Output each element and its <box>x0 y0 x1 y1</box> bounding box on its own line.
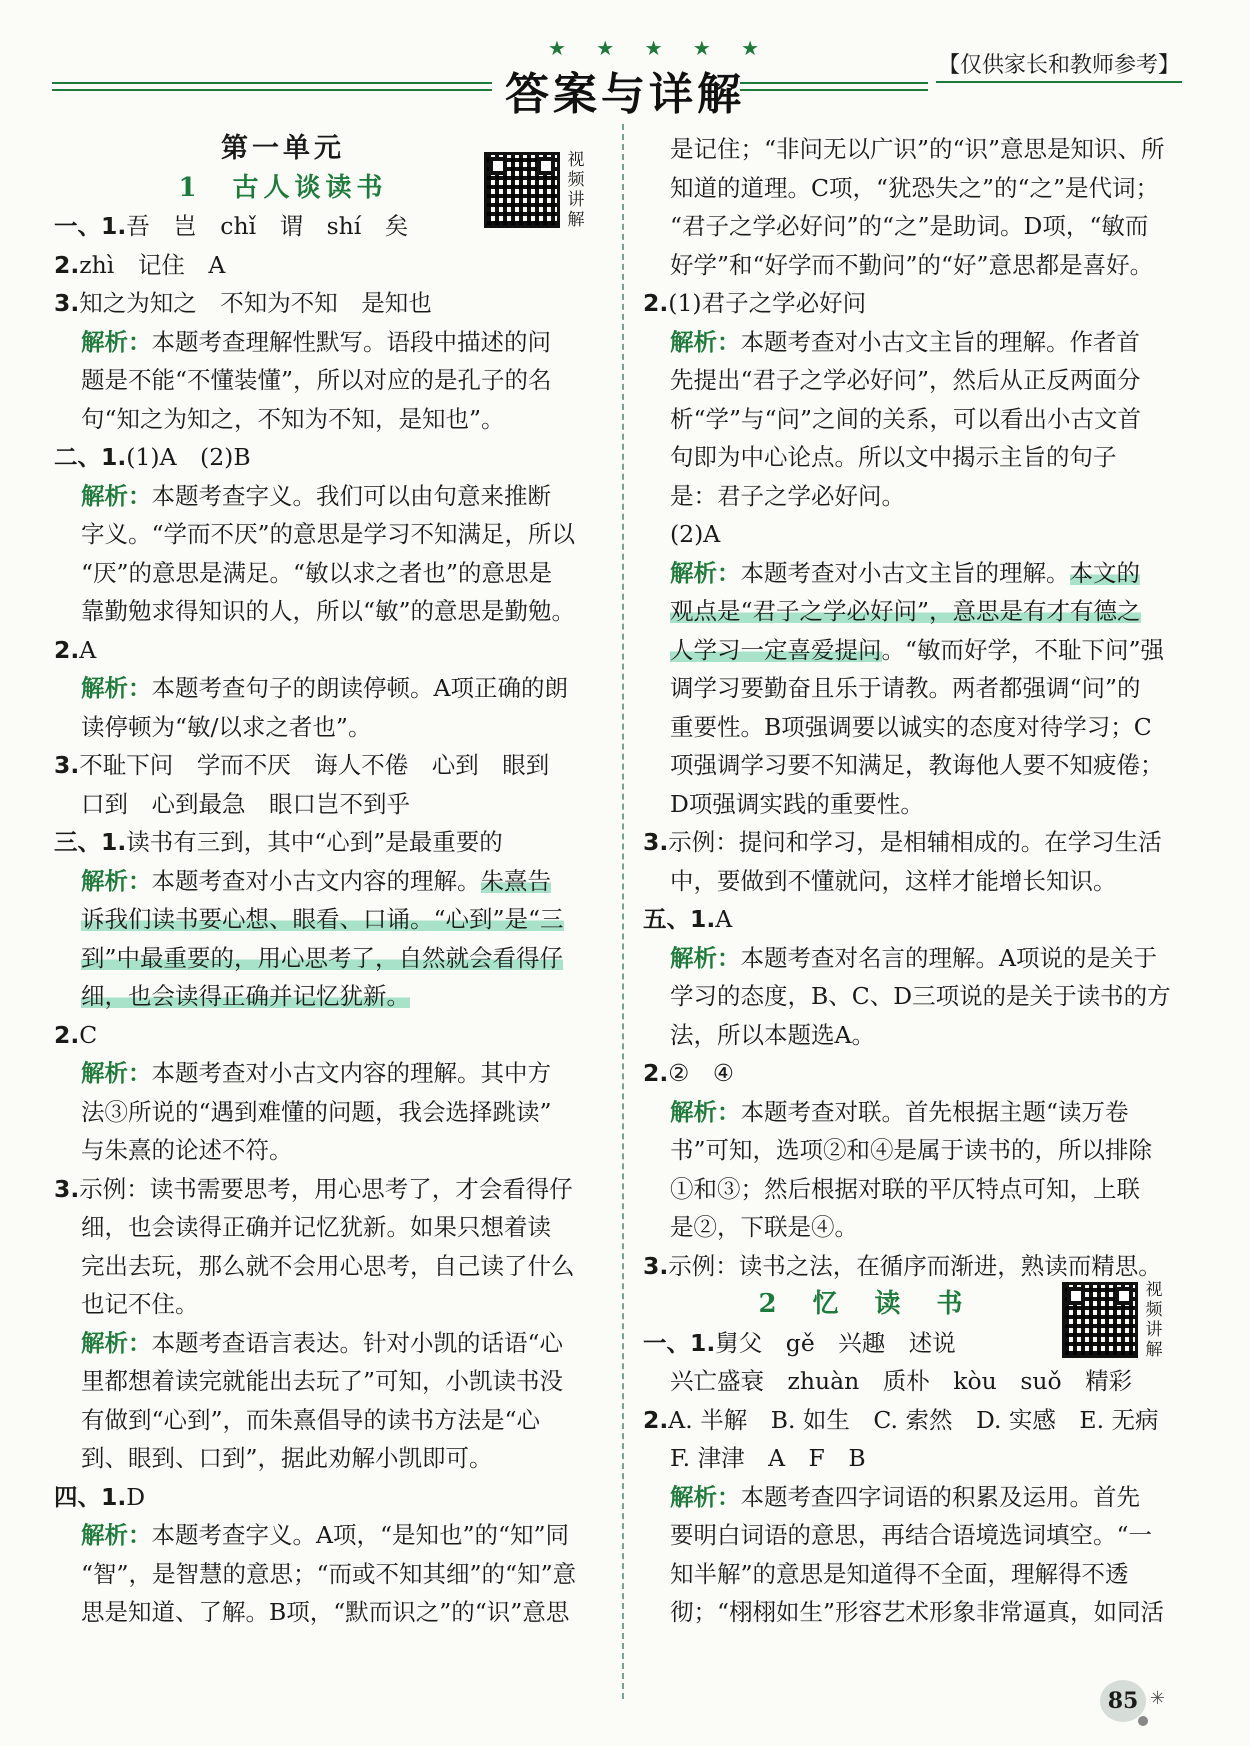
analysis-label: 解析： <box>81 866 152 895</box>
analysis-text: 本题考查字义。我们可以由句意来推断 <box>151 481 551 510</box>
qr-code-icon[interactable] <box>1062 1282 1138 1358</box>
line-text: 知道的道理。C项，“犹恐失之”的“之”是代词； <box>670 173 1160 202</box>
line-text: 里都想着读完就能出去玩了”可知，小凯读书没 <box>81 1367 564 1395</box>
analysis-label: 解析： <box>81 1059 152 1087</box>
question-number: 2. <box>54 250 80 279</box>
line-text: 项强调学习要不知满足，教诲他人要不知疲倦； <box>670 751 1164 779</box>
line-text: 法，所以本题选A。 <box>670 1020 875 1049</box>
question-number: 二、1. <box>54 443 127 471</box>
answer-text: A. 半解 B. 如生 C. 索然 D. 实感 E. 无病 <box>668 1405 1159 1434</box>
question-number: 2. <box>54 1020 80 1049</box>
text-line <box>643 130 1173 169</box>
analysis-text: 本题考查对联。首先根据主题“读万卷 <box>740 1097 1129 1126</box>
analysis-label: 解析： <box>81 327 152 356</box>
line-text: 是②，下联是④。 <box>670 1213 858 1241</box>
line-text: 到、眼到、口到”，据此劝解小凯即可。 <box>81 1444 493 1472</box>
question-line <box>643 284 1173 323</box>
line-text: 题是不能“不懂装懂”，所以对应的是孔子的名 <box>81 366 552 394</box>
text-line <box>643 1208 1173 1247</box>
line-text: 也记不住。 <box>81 1290 199 1318</box>
analysis-line <box>54 477 602 516</box>
line-text: 法③所说的“遇到难懂的问题，我会选择跳读” <box>81 1097 552 1126</box>
answer-text: 舅父 gě 兴趣 述说 <box>715 1328 956 1357</box>
line-text: 是记住；“非问无以广识”的“识”意思是知识、所 <box>670 135 1165 163</box>
line-text: ①和③；然后根据对联的平仄特点可知，上联 <box>670 1174 1140 1203</box>
question-number: 3. <box>643 1251 669 1280</box>
line-text: 先提出“君子之学必好问”，然后从正反两面分 <box>670 366 1141 394</box>
question-line <box>54 631 602 670</box>
question-number: 3. <box>54 1174 80 1203</box>
question-line <box>643 900 1173 939</box>
analysis-text: 本题考查对小古文内容的理解。 <box>151 866 481 895</box>
highlighted-text: 诉我们读书要心想、眼看、口诵。“心到”是“三 <box>81 905 564 933</box>
text-line <box>643 669 1173 708</box>
left-column <box>54 130 602 1632</box>
header-rule-right <box>740 82 928 91</box>
page-header <box>0 0 1250 120</box>
qr-label: 视频讲解 <box>1145 1280 1163 1360</box>
highlighted-text: 人学习一定喜爱提问 <box>670 635 882 664</box>
highlighted-text: 观点是“君子之学必好问”，意思是有才有德之 <box>670 597 1141 625</box>
analysis-text: 本题考查四字词语的积累及运用。首先 <box>740 1482 1140 1511</box>
text-line <box>643 708 1173 747</box>
answer-text: ② ④ <box>668 1059 734 1087</box>
highlighted-text: 到”中最重要的，用心思考了，自然就会看得仔 <box>81 943 564 972</box>
line-text: 重要性。B项强调要以诚实的态度对待学习；C <box>670 712 1152 741</box>
question-line <box>54 246 602 285</box>
line-text: 彻；“栩栩如生”形容艺术形象非常逼真，如同活 <box>670 1598 1165 1626</box>
answer-text: 示例：读书需要思考，用心思考了，才会看得仔 <box>79 1174 573 1203</box>
answer-text: zhì 记住 A <box>79 250 226 279</box>
question-line <box>54 1016 602 1055</box>
header-rule-left <box>52 82 492 91</box>
analysis-label: 解析： <box>670 558 741 587</box>
analysis-label: 解析： <box>670 943 741 972</box>
answer-text: A <box>79 635 97 664</box>
text-line <box>54 1247 602 1286</box>
line-text: 字义。“学而不厌”的意思是学习不知满足，所以 <box>81 520 576 548</box>
analysis-label: 解析： <box>81 481 152 510</box>
analysis-text: 本题考查字义。A项，“是知也”的“知”同 <box>151 1521 570 1549</box>
question-number: 2. <box>643 1059 669 1087</box>
text-line <box>54 939 602 978</box>
answer-text: (1)君子之学必好问 <box>668 289 867 317</box>
analysis-line <box>54 669 602 708</box>
line-text: 思是知道、了解。B项，“默而识之”的“识”意思 <box>81 1598 570 1626</box>
answer-text: 读书有三到，其中“心到”是最重要的 <box>126 828 503 856</box>
line-text: 中，要做到不懂就问，这样才能增长知识。 <box>670 866 1117 895</box>
line-text: 细，也会读得正确并记忆犹新。如果只想着读 <box>81 1213 551 1241</box>
text-line <box>643 1016 1173 1055</box>
dot-icon <box>1138 1716 1148 1726</box>
qr-label: 视频讲解 <box>567 150 585 230</box>
text-line <box>643 246 1173 285</box>
text-line <box>643 361 1173 400</box>
text-line <box>643 1131 1173 1170</box>
text-line <box>54 708 602 747</box>
analysis-text: 本题考查对小古文主旨的理解。 <box>740 558 1070 587</box>
answer-text: D <box>126 1482 146 1511</box>
line-text: 兴亡盛衰 zhuàn 质朴 kòu suǒ 精彩 <box>670 1367 1133 1395</box>
text-line <box>643 862 1173 901</box>
line-text: 。“敏而好学，不耻下问”强 <box>881 635 1165 664</box>
highlighted-text: 朱熹告 <box>480 866 551 895</box>
line-text: “君子之学必好问”的“之”是助词。D项，“敏而 <box>670 212 1149 240</box>
lesson-title: 2 忆 读 书 <box>758 1289 968 1319</box>
analysis-line <box>643 1478 1173 1517</box>
text-line <box>54 554 602 593</box>
line-text: 读停顿为“敏/以求之者也”。 <box>81 712 372 741</box>
question-line <box>54 1170 602 1209</box>
line-text: 调学习要勤奋且乐于请教。两者都强调“问”的 <box>670 674 1141 702</box>
line-text: 口到 心到最急 眼口岂不到乎 <box>81 789 410 818</box>
question-line <box>54 746 602 785</box>
reference-tag: 【仅供家长和教师参考】 <box>936 48 1182 83</box>
answer-text: 知之为知之 不知为不知 是知也 <box>79 289 432 317</box>
text-line <box>54 1285 602 1324</box>
question-number: 2. <box>643 1405 669 1434</box>
analysis-line <box>54 862 602 901</box>
analysis-label: 解析： <box>670 1097 741 1126</box>
lesson-title: 1 古人谈读书 <box>178 172 388 203</box>
analysis-label: 解析： <box>670 1482 741 1511</box>
text-line <box>54 592 602 631</box>
line-text: 好学”和“好学而不勤问”的“好”意思都是喜好。 <box>670 250 1154 279</box>
question-number: 一、1. <box>643 1328 716 1357</box>
qr-code-icon[interactable] <box>484 152 560 228</box>
text-line <box>643 1439 1173 1478</box>
question-line <box>643 1247 1173 1286</box>
question-number: 四、1. <box>54 1482 127 1511</box>
text-line <box>643 207 1173 246</box>
answer-text: (1)A (2)B <box>126 443 251 471</box>
header-stars: ★ ★ ★ ★ ★ <box>548 36 772 60</box>
highlighted-text: 本文的 <box>1069 558 1140 587</box>
line-text: D项强调实践的重要性。 <box>670 789 924 818</box>
answer-text: C <box>79 1020 98 1049</box>
question-line <box>54 1478 602 1517</box>
line-text: 是：君子之学必好问。 <box>670 481 905 510</box>
text-line <box>54 1593 602 1632</box>
question-number: 三、1. <box>54 828 127 856</box>
question-number: 2. <box>54 635 80 664</box>
answer-text: 不耻下问 学而不厌 诲人不倦 心到 眼到 <box>79 751 550 779</box>
answer-text: 吾 岂 chǐ 谓 shí 矣 <box>126 212 409 240</box>
analysis-label: 解析： <box>81 1328 152 1357</box>
line-text: 句“知之为知之，不知为不知，是知也”。 <box>81 404 505 433</box>
text-line <box>54 1401 602 1440</box>
text-line <box>643 1516 1173 1555</box>
text-line <box>643 515 1173 554</box>
text-line <box>54 515 602 554</box>
highlighted-text: 细，也会读得正确并记忆犹新。 <box>81 982 410 1010</box>
text-line <box>54 785 602 824</box>
analysis-text: 本题考查对小古文内容的理解。其中方 <box>151 1059 551 1087</box>
text-line <box>54 900 602 939</box>
analysis-line <box>643 1093 1173 1132</box>
analysis-line <box>54 323 602 362</box>
analysis-label: 解析： <box>81 1521 152 1549</box>
text-line <box>643 438 1173 477</box>
line-text: “厌”的意思是满足。“敏以求之者也”的意思是 <box>81 558 553 587</box>
text-line <box>643 400 1173 439</box>
text-line <box>54 1362 602 1401</box>
question-number: 3. <box>643 828 669 856</box>
text-line <box>643 977 1173 1016</box>
line-text: 知半解”的意思是知道得不全面，理解得不透 <box>670 1559 1129 1588</box>
text-line <box>643 631 1173 670</box>
text-line <box>54 400 602 439</box>
answer-text: A <box>715 905 733 933</box>
text-line <box>54 1208 602 1247</box>
text-line <box>643 1170 1173 1209</box>
analysis-text: 本题考查句子的朗读停顿。A项正确的朗 <box>151 674 568 702</box>
text-line <box>643 785 1173 824</box>
line-text: 完出去玩，那么就不会用心思考，自己读了什么 <box>81 1251 575 1280</box>
question-number: 2. <box>643 289 669 317</box>
text-line <box>54 1439 602 1478</box>
text-line <box>54 1093 602 1132</box>
line-text: 靠勤勉求得知识的人，所以“敏”的意思是勤勉。 <box>81 597 576 625</box>
analysis-label: 解析： <box>81 674 152 702</box>
analysis-line <box>643 554 1173 593</box>
text-line <box>643 592 1173 631</box>
line-text: F. 津津 A F B <box>670 1444 866 1472</box>
text-line <box>643 477 1173 516</box>
line-text: 与朱熹的论述不符。 <box>81 1136 293 1164</box>
question-line <box>643 1054 1173 1093</box>
analysis-label: 解析： <box>670 327 741 356</box>
answer-text: 示例：提问和学习，是相辅相成的。在学习生活 <box>668 828 1162 856</box>
question-line <box>643 823 1173 862</box>
question-number: 一、1. <box>54 212 127 240</box>
question-line <box>54 438 602 477</box>
question-number: 3. <box>54 289 80 317</box>
text-line <box>643 169 1173 208</box>
sparkle-icon: ✳ <box>1150 1688 1166 1709</box>
answer-text: 示例：读书之法，在循序而渐进，熟读而精思。 <box>668 1251 1162 1280</box>
text-line <box>643 746 1173 785</box>
text-line <box>54 977 602 1016</box>
question-line <box>643 1401 1173 1440</box>
column-divider <box>622 124 624 1699</box>
analysis-line <box>54 1516 602 1555</box>
text-line <box>54 361 602 400</box>
question-line <box>54 823 602 862</box>
analysis-text: 本题考查理解性默写。语段中描述的问 <box>151 327 551 356</box>
question-number: 3. <box>54 751 80 779</box>
line-text: (2)A <box>670 520 721 548</box>
line-text: 句即为中心论点。所以文中揭示主旨的句子 <box>670 443 1117 471</box>
analysis-line <box>643 323 1173 362</box>
analysis-text: 本题考查对名言的理解。A项说的是关于 <box>740 943 1157 972</box>
line-text: 学习的态度，B、C、D三项说的是关于读书的方 <box>670 982 1171 1010</box>
right-column <box>643 130 1173 1632</box>
text-line <box>54 1131 602 1170</box>
question-number: 五、1. <box>643 905 716 933</box>
page-number: 85 <box>1100 1680 1146 1722</box>
analysis-line <box>643 939 1173 978</box>
analysis-line <box>54 1054 602 1093</box>
question-line <box>54 284 602 323</box>
line-text: 析“学”与“问”之间的关系，可以看出小古文首 <box>670 404 1142 433</box>
line-text: 有做到“心到”，而朱熹倡导的读书方法是“心 <box>81 1405 541 1434</box>
unit-title: 第一单元 <box>221 133 345 164</box>
text-line <box>643 1555 1173 1594</box>
text-line <box>643 1593 1173 1632</box>
analysis-line <box>54 1324 602 1363</box>
text-line <box>643 1362 1173 1401</box>
analysis-text: 本题考查语言表达。针对小凯的话语“心 <box>151 1328 564 1357</box>
text-line <box>54 1555 602 1594</box>
analysis-text: 本题考查对小古文主旨的理解。作者首 <box>740 327 1140 356</box>
line-text: 要明白词语的意思，再结合语境选词填空。“一 <box>670 1521 1153 1549</box>
line-text: “智”，是智慧的意思；“而或不知其细”的“知”意 <box>81 1559 577 1588</box>
page-title: 答案与详解 <box>505 69 745 120</box>
line-text: 书”可知，选项②和④是属于读书的，所以排除 <box>670 1136 1153 1164</box>
